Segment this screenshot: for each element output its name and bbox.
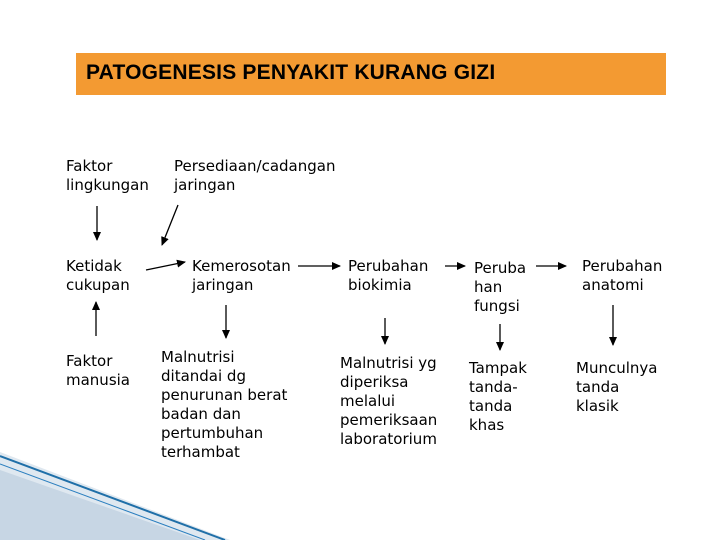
node-perubahan-anatomi: Perubahan anatomi [582, 257, 663, 294]
diagram-title: PATOGENESIS PENYAKIT KURANG GIZI [76, 53, 666, 95]
node-persediaan-cadangan-jaringan: Persediaan/cadangan jaringan [174, 157, 336, 194]
node-tampak-tanda-tanda-khas: Tampak tanda- tanda khas [469, 359, 527, 434]
node-perubahan-fungsi: Peruba han fungsi [474, 259, 527, 315]
arrow-ketidak-cukupan-to-kemerosotan [146, 262, 185, 270]
node-munculnya-tanda-klasik: Munculnya tanda klasik [576, 359, 658, 415]
node-malnutrisi-ditandai: Malnutrisi ditandai dg penurunan berat badan dan pertumbuhan terhambat [161, 348, 288, 461]
node-ketidak-cukupan: Ketidak cukupan [66, 257, 130, 294]
node-perubahan-biokimia: Perubahan biokimia [348, 257, 429, 294]
node-faktor-manusia: Faktor manusia [66, 352, 130, 389]
arrow-persediaan-to-kemerosotan [162, 205, 178, 245]
node-malnutrisi-diperiksa: Malnutrisi yg diperiksa melalui pemeriksaan laboratorium [340, 354, 438, 448]
node-faktor-lingkungan: Faktor lingkungan [66, 157, 149, 194]
node-kemerosotan-jaringan: Kemerosotan jaringan [192, 257, 291, 294]
